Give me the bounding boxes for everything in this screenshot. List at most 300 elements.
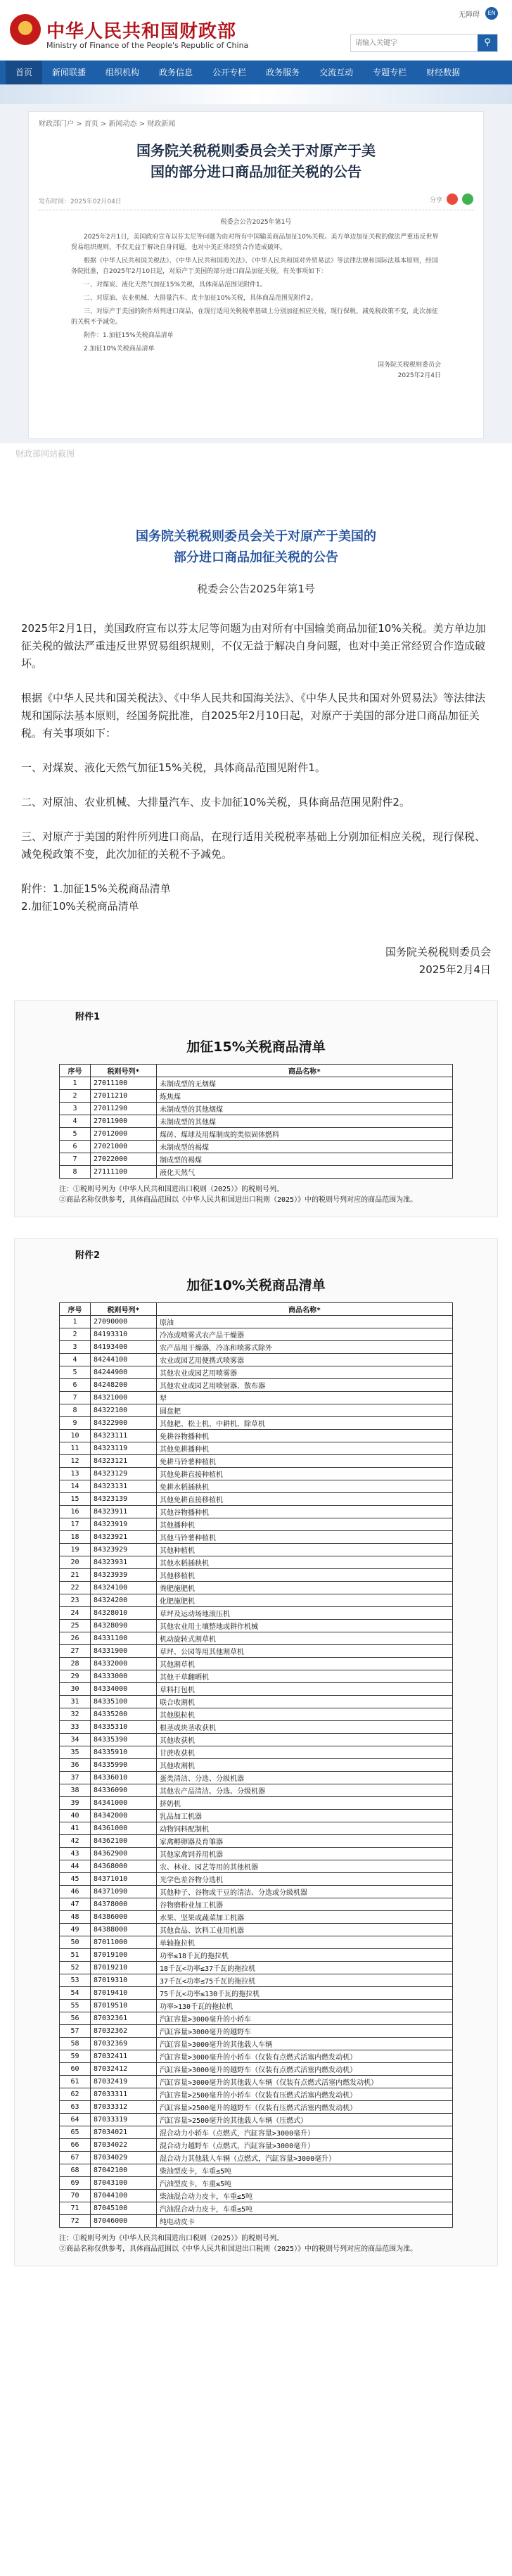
cell-no: 60	[60, 2063, 91, 2076]
cell-name: 挤奶机	[157, 1797, 453, 1810]
table-row	[60, 1784, 453, 1797]
table-row	[60, 1632, 453, 1645]
cell-name: 未制成型的褐煤	[157, 1141, 453, 1153]
page-bottom-spacer	[0, 2266, 512, 2280]
table-row	[60, 1141, 453, 1153]
cell-no: 44	[60, 1860, 91, 1873]
cell-no: 3	[60, 1103, 91, 1115]
cell-code: 84328010	[91, 1607, 157, 1620]
cell-no: 1	[60, 1316, 91, 1328]
cell-name: 汽缸容量>3000毫升的小轿车（仅装有点燃式活塞内燃发动机）	[157, 2050, 453, 2063]
table-row	[60, 1658, 453, 1670]
issuer: 国务院关税税则委员会	[385, 946, 491, 958]
cell-no: 69	[60, 2177, 91, 2190]
annex-2-title: 加征10%关税商品清单	[186, 1278, 326, 1293]
nav-item-data[interactable]: 财经数据	[426, 68, 461, 77]
article-meta	[39, 189, 473, 210]
search-input[interactable]	[351, 35, 476, 52]
cell-code: 84244100	[91, 1354, 157, 1366]
cell-code: 84323911	[91, 1506, 157, 1518]
cell-name: 其他水稻插秧机	[157, 1556, 453, 1569]
wechat-icon[interactable]	[462, 193, 473, 205]
cell-name: 其他食品、饮料工业用机器	[157, 1924, 453, 1936]
cell-code: 84323919	[91, 1518, 157, 1531]
cell-code: 84386000	[91, 1911, 157, 1924]
article-paragraph: 二、对原油、农业机械、大排量汽车、皮卡加征10%关税，具体商品范围见附件2。	[84, 295, 317, 302]
cell-name: 未制成型的其他烟煤	[157, 1103, 453, 1115]
cell-code: 84323931	[91, 1556, 157, 1569]
cell-name: 功率>130千瓦的拖拉机	[157, 2000, 453, 2012]
cell-no: 12	[60, 1455, 91, 1468]
cell-no: 16	[60, 1506, 91, 1518]
cell-name: 其他干草翻晒机	[157, 1670, 453, 1683]
table-row	[60, 2088, 453, 2101]
cell-name: 功率≤18千瓦的拖拉机	[157, 1949, 453, 1962]
cell-no: 67	[60, 2152, 91, 2164]
table-row	[60, 2076, 453, 2088]
header-links	[459, 7, 498, 20]
attachment-2-link[interactable]: 2.加征10%关税商品清单	[21, 900, 139, 913]
cell-name: 其他种子、谷物或干豆的清洁、分选或分级机器	[157, 1886, 453, 1898]
note-line: 注：①税则号列为《中华人民共和国进出口税则（2025）》的税则号列。	[59, 1186, 284, 1193]
cell-no: 10	[60, 1430, 91, 1442]
cell-no: 38	[60, 1784, 91, 1797]
nav-item-topics[interactable]: 专题专栏	[373, 68, 407, 77]
cell-no: 50	[60, 1936, 91, 1949]
cell-name: 液化天然气	[157, 1166, 453, 1179]
cell-name: 制成型的褐煤	[157, 1153, 453, 1166]
cell-name: 甘蔗收获机	[157, 1746, 453, 1759]
cell-no: 18	[60, 1531, 91, 1544]
cell-code: 84335990	[91, 1759, 157, 1772]
table-row	[60, 1721, 453, 1734]
table-row	[60, 1341, 453, 1354]
cell-name: 混合动力越野车（点燃式，汽缸容量>3000毫升）	[157, 2139, 453, 2152]
cell-code: 84378000	[91, 1898, 157, 1911]
table-row	[60, 1166, 453, 1179]
cell-no: 4	[60, 1354, 91, 1366]
cell-name: 其他免耕直接移植机	[157, 1493, 453, 1506]
attachment-1-link[interactable]: 附件：1.加征15%关税商品清单	[21, 882, 171, 895]
paragraph-item-1: 一、对煤炭、液化天然气加征15%关税，具体商品范围见附件1。	[21, 761, 326, 774]
cell-no: 58	[60, 2038, 91, 2050]
cell-name: 混合动力小轿车（点燃式，汽缸容量>3000毫升）	[157, 2126, 453, 2139]
table-row	[60, 1670, 453, 1683]
cell-no: 54	[60, 1987, 91, 2000]
cell-name: 根茎或块茎收获机	[157, 1721, 453, 1734]
cell-code: 84322900	[91, 1417, 157, 1430]
table-row	[60, 1886, 453, 1898]
cell-code: 27011290	[91, 1103, 157, 1115]
cell-name: 冷冻或喷雾式农产品干燥器	[157, 1328, 453, 1341]
cell-code: 87033311	[91, 2088, 157, 2101]
cell-code: 84335390	[91, 1734, 157, 1746]
cell-no: 66	[60, 2139, 91, 2152]
annex-1-label: 附件1	[75, 1012, 101, 1022]
cell-name: 其他播种机	[157, 1518, 453, 1531]
table-row	[60, 2215, 453, 2228]
table-row	[60, 1924, 453, 1936]
publish-date: 发布时间：2025年02月04日	[39, 198, 122, 205]
cell-name: 农产品用干燥器，冷冻和喷雾式除外	[157, 1341, 453, 1354]
table-row	[60, 1810, 453, 1822]
cell-name: 汽缸容量>2500毫升的其他载人车辆（压燃式）	[157, 2114, 453, 2126]
table-header-row	[60, 1303, 453, 1316]
cell-code: 87019100	[91, 1949, 157, 1962]
nav-item-gov-info[interactable]: 政务信息	[159, 68, 193, 77]
table-row	[60, 1835, 453, 1848]
cell-name: 汽缸容量>2500毫升的越野车（仅装有压燃式活塞内燃发动机）	[157, 2101, 453, 2114]
cell-code: 84371090	[91, 1886, 157, 1898]
table-row	[60, 1607, 453, 1620]
col-header-no: 序号	[60, 1065, 91, 1077]
cell-name: 乳品加工机器	[157, 1810, 453, 1822]
cell-no: 43	[60, 1848, 91, 1860]
table-row	[60, 1153, 453, 1166]
cell-code: 87011000	[91, 1936, 157, 1949]
nav-item-news[interactable]: 新闻联播	[52, 68, 87, 77]
table-row	[60, 1746, 453, 1759]
cell-name: 其他移植机	[157, 1569, 453, 1582]
table-row	[60, 1949, 453, 1962]
cell-no: 28	[60, 1658, 91, 1670]
cell-no: 6	[60, 1379, 91, 1392]
cell-no: 63	[60, 2101, 91, 2114]
cell-name: 汽缸容量>3000毫升的越野车（仅装有点燃式活塞内燃发动机）	[157, 2063, 453, 2076]
cell-name: 动物饲料配制机	[157, 1822, 453, 1835]
cell-code: 84335310	[91, 1721, 157, 1734]
table-row	[60, 2012, 453, 2025]
table-row	[60, 1531, 453, 1544]
cell-code: 87034029	[91, 2152, 157, 2164]
cell-code: 87032411	[91, 2050, 157, 2063]
cell-code: 87034022	[91, 2139, 157, 2152]
cell-name: 炼焦煤	[157, 1090, 453, 1103]
cell-code: 84324200	[91, 1594, 157, 1607]
table-row	[60, 1354, 453, 1366]
search-icon[interactable]: ⚲	[478, 34, 497, 51]
cell-code: 84335200	[91, 1708, 157, 1721]
cell-no: 62	[60, 2088, 91, 2101]
cell-no: 29	[60, 1670, 91, 1683]
table-row	[60, 2177, 453, 2190]
nav-item-interaction[interactable]: 交流互动	[319, 68, 354, 77]
cell-no: 2	[60, 1090, 91, 1103]
table-row	[60, 1392, 453, 1404]
cell-name: 犁	[157, 1392, 453, 1404]
table-row	[60, 1103, 453, 1115]
cell-code: 84362100	[91, 1835, 157, 1848]
cell-name: 其他农业或园艺用喷射器、散布器	[157, 1379, 453, 1392]
cell-code: 84334000	[91, 1683, 157, 1696]
cell-code: 87033319	[91, 2114, 157, 2126]
table-row	[60, 1493, 453, 1506]
nav-item-home[interactable]: 首页	[6, 61, 42, 84]
cell-no: 40	[60, 1810, 91, 1822]
cell-code: 84321000	[91, 1392, 157, 1404]
table-row	[60, 1128, 453, 1141]
cell-name: 其他收获机	[157, 1734, 453, 1746]
cell-code: 84323929	[91, 1544, 157, 1556]
cell-code: 84336010	[91, 1772, 157, 1784]
table-row	[60, 1822, 453, 1835]
cell-no: 46	[60, 1886, 91, 1898]
accessibility-link[interactable]: 无障碍	[459, 11, 480, 19]
table-row	[60, 1936, 453, 1949]
col-header-code: 税则号列*	[91, 1065, 157, 1077]
cell-no: 2	[60, 1328, 91, 1341]
cell-code: 87019210	[91, 1962, 157, 1974]
site-screenshot	[0, 0, 512, 443]
cell-name: 其他免耕直接种植机	[157, 1468, 453, 1480]
table-row	[60, 2063, 453, 2076]
table-row	[60, 1455, 453, 1468]
cell-code: 27111100	[91, 1166, 157, 1179]
paragraph-item-3: 三、对原产于美国的附件所列进口商品，在现行适用关税税率基础上分别加征相应关税，现行保税、减免税政策不变，此次加征的关税不予减免。	[21, 830, 486, 861]
cell-code: 84361000	[91, 1822, 157, 1835]
cell-code: 27011210	[91, 1090, 157, 1103]
paragraph-background: 2025年2月1日，美国政府宣布以芬太尼等问题为由对所有中国输美商品加征10%关税。美方单边加征关税的做法严重违反世界贸易组织规则，不仅无益于解决自身问题，也对中美正常经贸合作造成破坏。	[21, 622, 486, 670]
article-paragraph: 一、对煤炭、液化天然气加征15%关税，具体商品范围见附件1。	[84, 281, 267, 288]
announcement-number: 税委会公告2025年第1号	[197, 583, 315, 595]
table-row	[60, 2139, 453, 2152]
cell-name: 蛋类清洁、分选、分级机器	[157, 1772, 453, 1784]
site-logo-cn[interactable]: 中华人民共和国财政部	[46, 21, 237, 42]
cell-code: 84323939	[91, 1569, 157, 1582]
article-body	[71, 217, 441, 381]
table-row	[60, 1404, 453, 1417]
cell-code: 84368000	[91, 1860, 157, 1873]
cell-no: 55	[60, 2000, 91, 2012]
annex-1-table	[59, 1064, 453, 1179]
cell-code: 84323121	[91, 1455, 157, 1468]
cell-no: 32	[60, 1708, 91, 1721]
table-row	[60, 1987, 453, 2000]
cell-name: 草料打包机	[157, 1683, 453, 1696]
english-link[interactable]: EN	[485, 7, 498, 20]
cell-no: 17	[60, 1518, 91, 1531]
table-row	[60, 2101, 453, 2114]
table-row	[60, 1683, 453, 1696]
table-row	[60, 1442, 453, 1455]
table-row	[60, 1544, 453, 1556]
cell-no: 52	[60, 1962, 91, 1974]
cell-name: 煤砖、煤球及用煤制成的类似固体燃料	[157, 1128, 453, 1141]
cell-no: 19	[60, 1544, 91, 1556]
cell-no: 13	[60, 1468, 91, 1480]
cell-name: 原油	[157, 1316, 453, 1328]
nav-item-organization[interactable]: 组织机构	[105, 68, 140, 77]
cell-no: 21	[60, 1569, 91, 1582]
cell-code: 87034021	[91, 2126, 157, 2139]
cell-no: 37	[60, 1772, 91, 1784]
annex-2-rows	[60, 1316, 453, 2228]
cell-code: 84323111	[91, 1430, 157, 1442]
cell-no: 5	[60, 1366, 91, 1379]
cell-code: 84193400	[91, 1341, 157, 1354]
cell-no: 70	[60, 2190, 91, 2202]
cell-code: 87032412	[91, 2063, 157, 2076]
cell-no: 53	[60, 1974, 91, 1987]
cell-no: 56	[60, 2012, 91, 2025]
table-row	[60, 1873, 453, 1886]
article-attachment-link[interactable]: 附件：1.加征15%关税商品清单	[84, 332, 174, 339]
cell-no: 47	[60, 1898, 91, 1911]
cell-name: 免耕谷物播种机	[157, 1430, 453, 1442]
col-header-no: 序号	[60, 1303, 91, 1316]
cell-code: 84388000	[91, 1924, 157, 1936]
cell-code: 84323921	[91, 1531, 157, 1544]
cell-name: 其他谷物播种机	[157, 1506, 453, 1518]
cell-no: 7	[60, 1392, 91, 1404]
cell-code: 84336090	[91, 1784, 157, 1797]
cell-name: 汽缸容量>2500毫升的小轿车（仅装有压燃式活塞内燃发动机）	[157, 2088, 453, 2101]
weibo-icon[interactable]	[447, 193, 458, 205]
table-row	[60, 1090, 453, 1103]
cell-no: 71	[60, 2202, 91, 2215]
annex-2-label: 附件2	[75, 1250, 101, 1261]
cell-name: 农业或园艺用便携式喷雾器	[157, 1354, 453, 1366]
cell-no: 57	[60, 2025, 91, 2038]
cell-code: 84328090	[91, 1620, 157, 1632]
cell-code: 27011100	[91, 1077, 157, 1090]
note-line: ②商品名称仅供参考，具体商品范围以《中华人民共和国进出口税则（2025）》中的税则号列对应的商品范围为准。	[59, 2245, 418, 2253]
cell-code: 87032419	[91, 2076, 157, 2088]
table-row	[60, 1645, 453, 1658]
nav-item-open[interactable]: 公开专栏	[212, 68, 247, 77]
table-row	[60, 2025, 453, 2038]
cell-code: 27022000	[91, 1153, 157, 1166]
cell-code: 84331900	[91, 1645, 157, 1658]
cell-no: 65	[60, 2126, 91, 2139]
table-row	[60, 1518, 453, 1531]
table-row	[60, 1582, 453, 1594]
national-emblem-icon	[10, 14, 41, 45]
cell-name: 其他割草机	[157, 1658, 453, 1670]
table-row	[60, 1708, 453, 1721]
cell-no: 6	[60, 1141, 91, 1153]
issue-date: 2025年2月4日	[418, 963, 491, 976]
cell-name: 其他收割机	[157, 1759, 453, 1772]
cell-name: 纯电动皮卡	[157, 2215, 453, 2228]
cell-no: 36	[60, 1759, 91, 1772]
table-row	[60, 1480, 453, 1493]
cell-name: 其他脱粒机	[157, 1708, 453, 1721]
cell-name: 草坪、公园等用其他割草机	[157, 1645, 453, 1658]
cell-no: 49	[60, 1924, 91, 1936]
article-signature: 国务院关税税则委员会	[377, 362, 441, 369]
cell-name: 圆盘耙	[157, 1404, 453, 1417]
cell-name: 光学色差谷物分选机	[157, 1873, 453, 1886]
cell-code: 27012000	[91, 1128, 157, 1141]
table-row	[60, 1734, 453, 1746]
cell-code: 87043100	[91, 2177, 157, 2190]
cell-no: 39	[60, 1797, 91, 1810]
table-row	[60, 1366, 453, 1379]
cell-no: 26	[60, 1632, 91, 1645]
article-title: 国务院关税税则委员会关于对原产于美国的部分进口商品加征关税的公告	[136, 142, 376, 180]
cell-name: 其他马铃薯种植机	[157, 1531, 453, 1544]
cell-name: 联合收割机	[157, 1696, 453, 1708]
table-row	[60, 1797, 453, 1810]
table-header-row	[60, 1065, 453, 1077]
cell-name: 柴油混合动力皮卡，车重≤5吨	[157, 2190, 453, 2202]
table-row	[60, 1506, 453, 1518]
cell-code: 84335910	[91, 1746, 157, 1759]
cell-name: 其他农业用土壤整地或耕作机械	[157, 1620, 453, 1632]
cell-code: 84341000	[91, 1797, 157, 1810]
cell-no: 59	[60, 2050, 91, 2063]
cell-name: 汽缸容量>3000毫升的其他载人车辆	[157, 2038, 453, 2050]
site-logo-en: Ministry of Finance of the People's Republic of China	[46, 41, 249, 50]
annex-1	[14, 1000, 498, 1217]
paragraph-item-2: 二、对原油、农业机械、大排量汽车、皮卡加征10%关税，具体商品范围见附件2。	[21, 796, 410, 808]
paragraph-basis: 根据《中华人民共和国关税法》、《中华人民共和国海关法》、《中华人民共和国对外贸易法》等法律法规和国际法基本原则，经国务院批准，自2025年2月10日起，对原产于美国的部分进口商品加征关税。有关事项如下：	[21, 692, 486, 740]
cell-name: 汽缸容量>3000毫升的其他载人车辆（仅装有点燃式活塞内燃发动机）	[157, 2076, 453, 2088]
cell-no: 15	[60, 1493, 91, 1506]
table-row	[60, 2152, 453, 2164]
cell-name: 机动旋转式割草机	[157, 1632, 453, 1645]
cell-no: 31	[60, 1696, 91, 1708]
cell-no: 51	[60, 1949, 91, 1962]
cell-name: 家禽孵卵器及育雏器	[157, 1835, 453, 1848]
table-row	[60, 1430, 453, 1442]
cell-code: 87019310	[91, 1974, 157, 1987]
cell-no: 3	[60, 1341, 91, 1354]
cell-no: 72	[60, 2215, 91, 2228]
cell-no: 68	[60, 2164, 91, 2177]
title-line-2: 部分进口商品加征关税的公告	[174, 550, 338, 565]
cell-name: 免耕水稻插秧机	[157, 1480, 453, 1493]
table-row	[60, 1316, 453, 1328]
table-row	[60, 1379, 453, 1392]
cell-no: 30	[60, 1683, 91, 1696]
annex-2	[14, 1238, 498, 2266]
note-line: ②商品名称仅供参考，具体商品范围以《中华人民共和国进出口税则（2025）》中的税则号列对应的商品范围为准。	[59, 1196, 418, 1204]
note-line: 注：①税则号列为《中华人民共和国进出口税则（2025）》的税则号列。	[59, 2235, 284, 2242]
cell-code: 84323131	[91, 1480, 157, 1493]
cell-name: 水果、坚果或蔬菜加工机器	[157, 1911, 453, 1924]
cell-no: 7	[60, 1153, 91, 1166]
cell-name: 37千瓦<功率≤75千瓦的拖拉机	[157, 1974, 453, 1987]
cell-no: 11	[60, 1442, 91, 1455]
article-paragraph: 三、对原产于美国的附件所列进口商品，在现行适用关税税率基础上分别加征相应关税，现行保税、减免税政策不变，此次加征的关税不予减免。	[71, 308, 439, 326]
article-paragraph: 根据《中华人民共和国关税法》、《中华人民共和国海关法》、《中华人民共和国对外贸易法》等法律法规和国际法基本原则，经国务院批准，自2025年2月10日起，对原产于美国的部分进口商品加征关税。有关事项如下：	[71, 258, 439, 275]
cell-name: 汽油混合动力皮卡，车重≤5吨	[157, 2202, 453, 2215]
cell-code: 84331100	[91, 1632, 157, 1645]
search-box	[350, 34, 498, 52]
cell-name: 谷物磨粉业加工机器	[157, 1898, 453, 1911]
table-row	[60, 1468, 453, 1480]
table-row	[60, 1115, 453, 1128]
cell-name: 18千瓦<功率≤37千瓦的拖拉机	[157, 1962, 453, 1974]
cell-name: 粪肥施肥机	[157, 1582, 453, 1594]
table-row	[60, 1556, 453, 1569]
cell-code: 84244900	[91, 1366, 157, 1379]
cell-no: 1	[60, 1077, 91, 1090]
cell-no: 35	[60, 1746, 91, 1759]
table-row	[60, 1860, 453, 1873]
table-row	[60, 1077, 453, 1090]
breadcrumb[interactable]: 财政部门户 > 首页 > 新闻动态 > 财政新闻	[39, 120, 176, 128]
article-paragraph: 2025年2月1日，美国政府宣布以芬太尼等问题为由对所有中国输美商品加征10%关税。美方单边加征关税的做法严重违反世界贸易组织规则，不仅无益于解决自身问题，也对中美正常经贸合作造成破坏。	[71, 234, 439, 251]
table-row	[60, 2126, 453, 2139]
article-attachment-link[interactable]: 2.加征10%关税商品清单	[84, 345, 155, 353]
article-date: 2025年2月4日	[397, 372, 441, 379]
cell-code: 84322100	[91, 1404, 157, 1417]
nav-item-services[interactable]: 政务服务	[266, 68, 300, 77]
cell-no: 23	[60, 1594, 91, 1607]
